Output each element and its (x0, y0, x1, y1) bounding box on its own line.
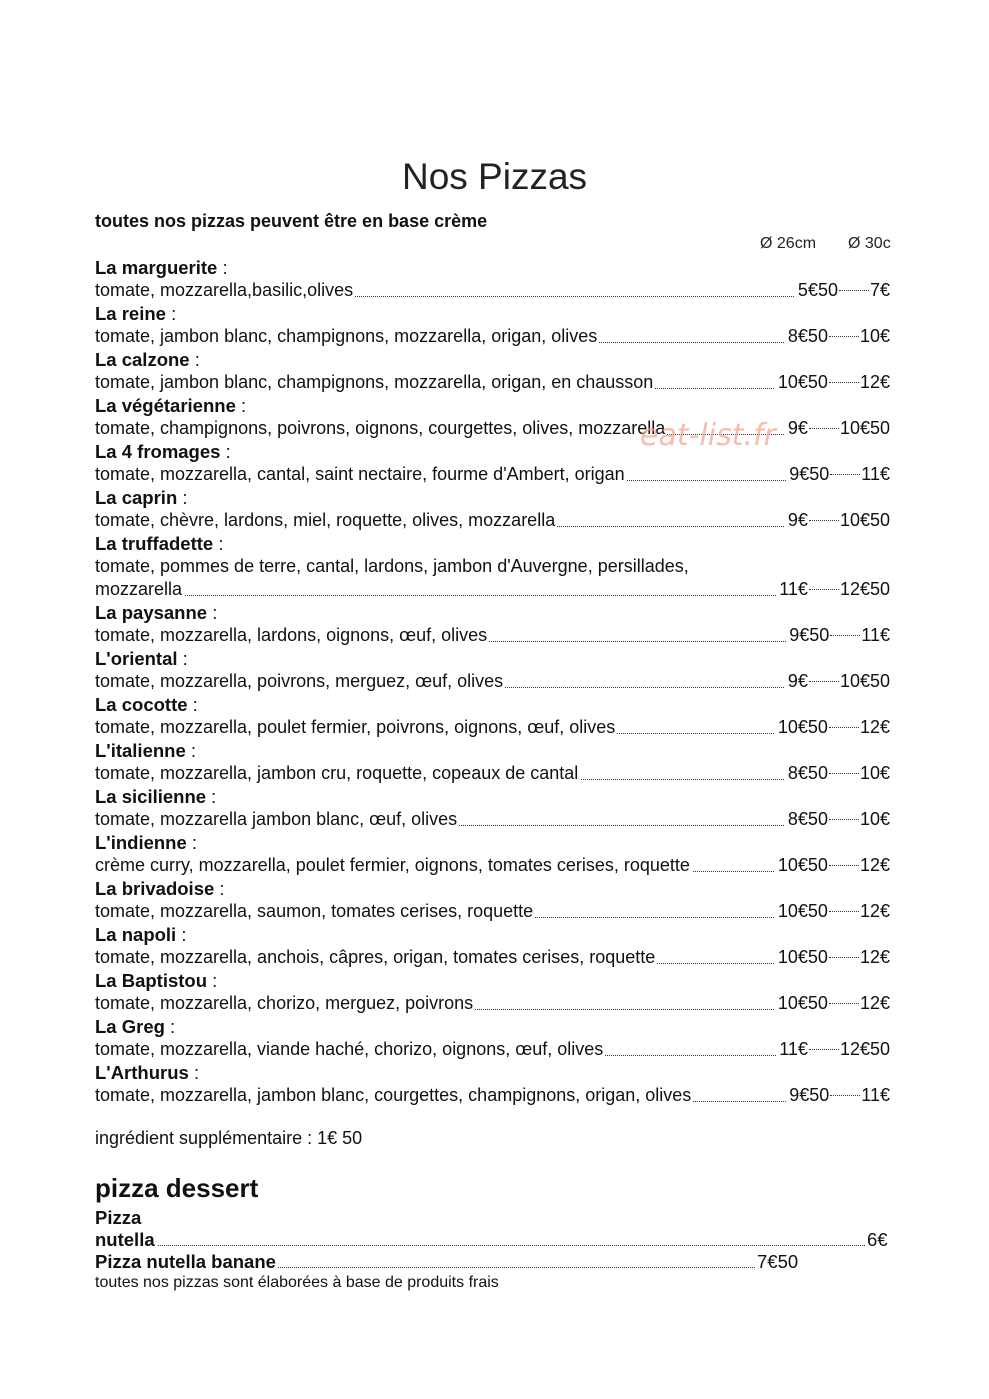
pizza-name-text: La caprin (95, 487, 178, 508)
pizza-name (95, 486, 895, 509)
price-30cm: 10€ (859, 326, 890, 346)
pizza-name (95, 831, 895, 854)
pizza-name (95, 693, 895, 716)
price-30cm: 7€ (869, 280, 890, 300)
pizza-prices (786, 1084, 890, 1107)
pizza-item (95, 647, 895, 693)
pizza-name-text: L'italienne (95, 740, 186, 761)
pizza-prices (776, 578, 890, 601)
pizza-description: tomate, mozzarella, jambon cru, roquette, copeaux de cantal (95, 763, 579, 783)
size-30-header: Ø 30c (848, 235, 891, 252)
name-colon: : (177, 648, 188, 669)
pizza-description-line (95, 670, 890, 693)
price-26cm: 5€50 (797, 280, 838, 300)
pizza-description-line (95, 371, 890, 394)
pizza-item (95, 486, 895, 532)
pizza-item (95, 785, 895, 831)
pizza-description-line (95, 463, 890, 486)
name-colon: : (186, 832, 198, 853)
pizza-description: tomate, mozzarella, saumon, tomates cerises, roquette (95, 901, 534, 921)
pizza-item (95, 348, 895, 394)
pizza-description-line (95, 808, 890, 831)
pizza-name (95, 969, 895, 992)
pizza-prices (775, 371, 890, 394)
pizza-name (95, 1061, 895, 1084)
pizza-prices (785, 509, 890, 532)
pizza-description: tomate, mozzarella jambon blanc, œuf, olives (95, 809, 458, 829)
pizza-prices (775, 946, 890, 969)
pizza-name (95, 532, 895, 555)
price-30cm: 12€ (859, 993, 890, 1013)
pizza-name (95, 601, 895, 624)
pizza-name-text: La marguerite (95, 257, 218, 278)
name-colon: : (177, 487, 188, 508)
pizza-name-text: La paysanne (95, 602, 208, 623)
pizza-description-line (95, 992, 890, 1015)
price-separator (829, 1003, 859, 1004)
pizza-item (95, 601, 895, 647)
pizza-description: mozzarella (95, 579, 183, 599)
price-separator (829, 773, 859, 774)
dessert-heading: pizza dessert (95, 1173, 259, 1203)
pizza-item (95, 256, 895, 302)
pizza-name-text: La sicilienne (95, 786, 207, 807)
price-26cm: 10€50 (777, 947, 828, 967)
pizza-name-text: La 4 fromages (95, 441, 221, 462)
pizza-description-line (95, 279, 890, 302)
price-26cm: 10€50 (777, 901, 828, 921)
price-26cm: 8€50 (787, 763, 828, 783)
dessert-item-price: 6€ (867, 1229, 888, 1250)
price-separator (829, 727, 859, 728)
price-30cm: 12€50 (839, 579, 890, 599)
pizza-item (95, 302, 895, 348)
pizza-name-text: La napoli (95, 924, 177, 945)
price-26cm: 9€50 (789, 625, 830, 645)
price-26cm: 9€50 (789, 1085, 830, 1105)
pizza-name (95, 348, 895, 371)
price-separator (830, 474, 860, 475)
pizza-prices (786, 624, 890, 647)
pizza-name-text: La végétarienne (95, 395, 236, 416)
price-30cm: 12€50 (839, 1039, 890, 1059)
size-26-header: Ø 26cm (760, 235, 817, 252)
pizza-name (95, 394, 895, 417)
pizza-item (95, 923, 895, 969)
pizza-name (95, 877, 895, 900)
dessert-item-name: nutella (95, 1229, 155, 1250)
price-30cm: 12€ (859, 717, 890, 737)
pizza-description-line (95, 1038, 890, 1061)
name-colon: : (207, 970, 218, 991)
price-26cm: 10€50 (777, 993, 828, 1013)
pizza-prices (795, 279, 890, 302)
pizza-description: tomate, mozzarella, viande haché, chorizo, oignons, œuf, olives (95, 1039, 604, 1059)
price-separator (829, 957, 859, 958)
pizza-name (95, 647, 895, 670)
name-colon: : (213, 533, 224, 554)
pizza-item (95, 969, 895, 1015)
price-separator (809, 520, 839, 521)
pizza-prices (785, 417, 890, 440)
dot-leader (95, 1245, 865, 1246)
name-colon: : (207, 602, 218, 623)
extra-ingredient-note: ingrédient supplémentaire : 1€ 50 (95, 1128, 363, 1148)
dessert-item-name: Pizza (95, 1207, 142, 1228)
pizza-name (95, 785, 895, 808)
pizza-description-line (95, 578, 890, 601)
price-30cm: 12€ (859, 855, 890, 875)
pizza-description-line (95, 854, 890, 877)
pizza-prices (775, 854, 890, 877)
pizza-name-text: L'oriental (95, 648, 178, 669)
name-colon: : (189, 349, 200, 370)
price-separator (809, 1049, 839, 1050)
price-separator (809, 428, 839, 429)
price-30cm: 10€50 (839, 671, 890, 691)
price-30cm: 12€ (859, 372, 890, 392)
pizza-description-line (95, 946, 890, 969)
pizza-name-text: L'Arthurus (95, 1062, 189, 1083)
pizza-description-line (95, 900, 890, 923)
pizza-name-text: La Greg (95, 1016, 165, 1037)
name-colon: : (214, 878, 225, 899)
pizza-prices (775, 716, 890, 739)
pizza-description: tomate, mozzarella, cantal, saint nectaire, fourme d'Ambert, origan (95, 464, 625, 484)
name-colon: : (220, 441, 231, 462)
pizza-name-text: La calzone (95, 349, 190, 370)
price-26cm: 11€ (779, 1039, 808, 1059)
price-26cm: 10€50 (777, 855, 828, 875)
name-colon: : (206, 786, 217, 807)
pizza-description: tomate, champignons, poivrons, oignons, courgettes, olives, mozzarella (95, 418, 666, 438)
dessert-list (95, 1206, 895, 1273)
price-30cm: 11€ (861, 625, 890, 645)
price-separator (830, 635, 860, 636)
watermark-logo: eat-list.fr (640, 418, 776, 453)
name-colon: : (176, 924, 187, 945)
price-30cm: 11€ (861, 464, 890, 484)
price-26cm: 9€ (787, 418, 808, 438)
price-separator (829, 336, 859, 337)
pizza-name (95, 302, 895, 325)
pizza-prices (785, 325, 890, 348)
pizza-description: tomate, chèvre, lardons, miel, roquette, olives, mozzarella (95, 510, 556, 530)
dessert-item-price: 7€50 (757, 1251, 799, 1272)
subtitle: toutes nos pizzas peuvent être en base crème (95, 211, 488, 231)
pizza-prices (786, 463, 890, 486)
pizza-description-line (95, 716, 890, 739)
pizza-item (95, 1015, 895, 1061)
price-separator (829, 819, 859, 820)
pizza-description: tomate, mozzarella, poivrons, merguez, œuf, olives (95, 671, 504, 691)
price-separator (839, 290, 869, 291)
price-26cm: 10€50 (777, 372, 828, 392)
pizza-description-line (95, 325, 890, 348)
price-30cm: 10€50 (839, 418, 890, 438)
pizza-name-text: La cocotte (95, 694, 188, 715)
dessert-item-line (95, 1229, 895, 1251)
dessert-item-name: Pizza nutella banane (95, 1251, 276, 1272)
pizza-prices (785, 808, 890, 831)
name-colon: : (185, 740, 197, 761)
price-26cm: 9€ (787, 510, 808, 530)
name-colon: : (165, 303, 177, 324)
name-colon: : (217, 257, 228, 278)
name-colon: : (187, 694, 198, 715)
price-30cm: 10€50 (839, 510, 890, 530)
pizza-description-line (95, 1084, 890, 1107)
price-separator (829, 382, 859, 383)
pizza-description: tomate, mozzarella, poulet fermier, poivrons, oignons, œuf, olives (95, 717, 616, 737)
price-30cm: 12€ (859, 901, 890, 921)
price-30cm: 12€ (859, 947, 890, 967)
pizza-description: tomate, mozzarella, anchois, câpres, origan, tomates cerises, roquette (95, 947, 656, 967)
pizza-item (95, 831, 895, 877)
price-26cm: 11€ (779, 579, 808, 599)
pizza-prices (775, 992, 890, 1015)
name-colon: : (188, 1062, 200, 1083)
pizza-description: tomate, mozzarella, chorizo, merguez, poivrons (95, 993, 474, 1013)
price-30cm: 10€ (859, 763, 890, 783)
pizza-description: tomate, jambon blanc, champignons, mozzarella, origan, en chausson (95, 372, 654, 392)
pizza-description: tomate, mozzarella, lardons, oignons, œuf, olives (95, 625, 488, 645)
price-26cm: 8€50 (787, 326, 828, 346)
pizza-description: tomate, mozzarella,basilic,olives (95, 280, 354, 300)
pizza-name-text: L'indienne (95, 832, 187, 853)
pizza-description-line (95, 624, 890, 647)
pizza-name-text: La truffadette (95, 533, 214, 554)
price-separator (829, 865, 859, 866)
pizza-item (95, 877, 895, 923)
price-separator (830, 1095, 860, 1096)
page-title: Nos Pizzas (401, 156, 588, 197)
name-colon: : (164, 1016, 176, 1037)
pizza-description: tomate, pommes de terre, cantal, lardons, jambon d'Auvergne, persillades, (95, 556, 689, 576)
price-26cm: 9€50 (789, 464, 830, 484)
price-26cm: 10€50 (777, 717, 828, 737)
price-30cm: 10€ (859, 809, 890, 829)
dot-leader (95, 595, 890, 596)
pizza-description: tomate, jambon blanc, champignons, mozzarella, origan, olives (95, 326, 598, 346)
pizza-name-text: La Baptistou (95, 970, 208, 991)
pizza-item (95, 693, 895, 739)
pizza-name (95, 256, 895, 279)
pizza-prices (776, 1038, 890, 1061)
pizza-name-text: La reine (95, 303, 166, 324)
pizza-prices (775, 900, 890, 923)
price-30cm: 11€ (861, 1085, 890, 1105)
pizza-description-line (95, 509, 890, 532)
pizza-item (95, 532, 895, 601)
pizza-description: tomate, mozzarella, jambon blanc, courgettes, champignons, origan, olives (95, 1085, 692, 1105)
pizza-list (95, 256, 895, 1107)
pizza-item (95, 739, 895, 785)
dessert-item-line (95, 1251, 895, 1273)
pizza-description-line (95, 762, 890, 785)
pizza-name (95, 739, 895, 762)
name-colon: : (235, 395, 247, 416)
pizza-item (95, 1061, 895, 1107)
footer-note: toutes nos pizzas sont élaborées à base de produits frais (95, 1274, 499, 1291)
pizza-prices (785, 762, 890, 785)
price-26cm: 9€ (787, 671, 808, 691)
pizza-description: crème curry, mozzarella, poulet fermier, oignons, tomates cerises, roquette (95, 855, 690, 875)
pizza-name-text: La brivadoise (95, 878, 215, 899)
pizza-name (95, 923, 895, 946)
price-separator (809, 589, 839, 590)
price-separator (809, 681, 839, 682)
pizza-name (95, 1015, 895, 1038)
pizza-prices (785, 670, 890, 693)
price-separator (829, 911, 859, 912)
price-26cm: 8€50 (787, 809, 828, 829)
